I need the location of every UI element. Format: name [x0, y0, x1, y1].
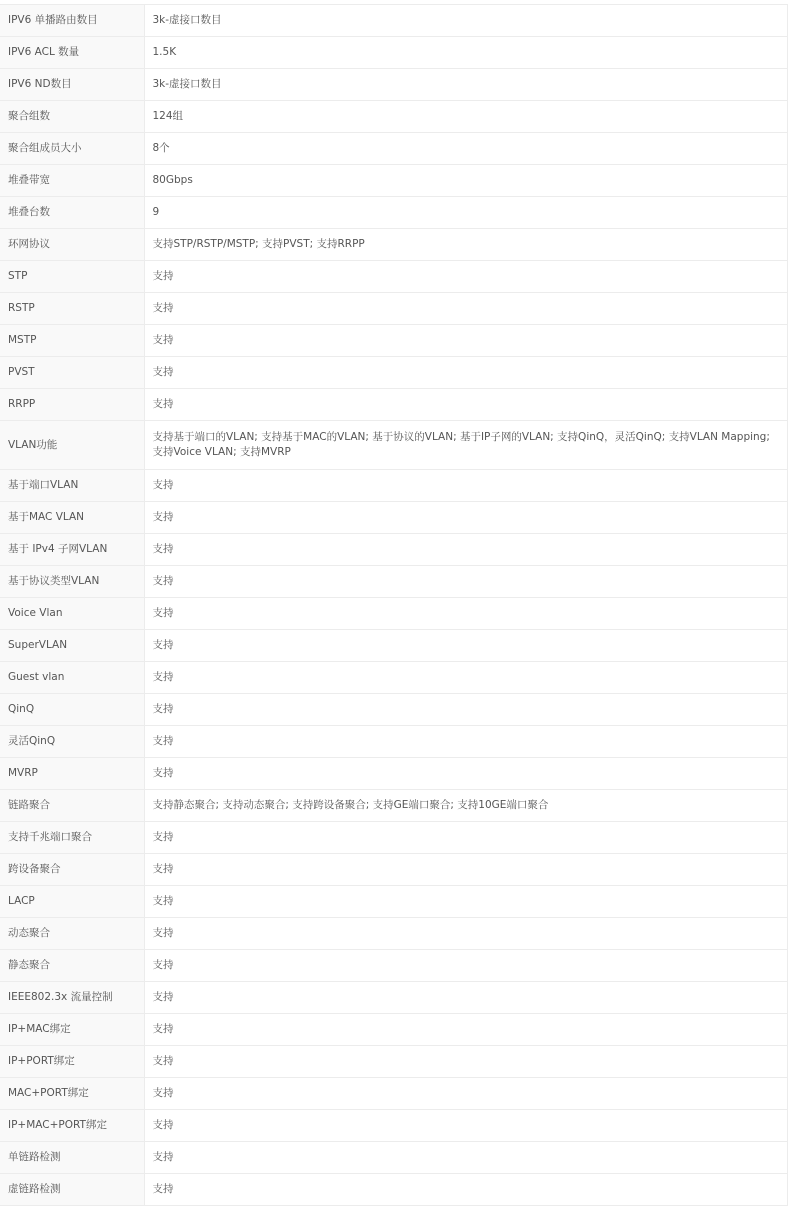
spec-label: QinQ	[0, 694, 144, 726]
spec-label: 灵活QinQ	[0, 726, 144, 758]
table-row	[0, 886, 788, 918]
spec-value: 支持	[144, 822, 788, 854]
spec-label: RRPP	[0, 389, 144, 421]
spec-label: IPV6 ND数目	[0, 69, 144, 101]
spec-value: 支持	[144, 886, 788, 918]
spec-value: 9	[144, 197, 788, 229]
table-row	[0, 261, 788, 293]
spec-value: 支持	[144, 293, 788, 325]
spec-value: 支持	[144, 662, 788, 694]
spec-label: 静态聚合	[0, 950, 144, 982]
table-row	[0, 822, 788, 854]
table-row	[0, 566, 788, 598]
spec-label: MSTP	[0, 325, 144, 357]
spec-label: 基于 IPv4 子网VLAN	[0, 534, 144, 566]
spec-label: 基于MAC VLAN	[0, 502, 144, 534]
spec-value: 支持	[144, 357, 788, 389]
spec-value: 支持	[144, 854, 788, 886]
spec-value: 支持	[144, 502, 788, 534]
table-row	[0, 165, 788, 197]
spec-label: 堆叠台数	[0, 197, 144, 229]
spec-label: 跨设备聚合	[0, 854, 144, 886]
table-row	[0, 502, 788, 534]
table-row	[0, 5, 788, 37]
table-row	[0, 133, 788, 165]
spec-label: MVRP	[0, 758, 144, 790]
spec-label: 链路聚合	[0, 790, 144, 822]
spec-label: IPV6 ACL 数量	[0, 37, 144, 69]
spec-value: 支持	[144, 918, 788, 950]
table-row	[0, 854, 788, 886]
spec-label: 基于协议类型VLAN	[0, 566, 144, 598]
spec-label: VLAN功能	[0, 421, 144, 470]
spec-label: Voice Vlan	[0, 598, 144, 630]
spec-value: 1.5K	[144, 37, 788, 69]
spec-label: IEEE802.3x 流量控制	[0, 982, 144, 1014]
table-row	[0, 1110, 788, 1142]
table-row	[0, 470, 788, 502]
spec-value: 支持	[144, 1046, 788, 1078]
spec-value: 80Gbps	[144, 165, 788, 197]
table-row	[0, 389, 788, 421]
table-row	[0, 37, 788, 69]
table-row	[0, 1142, 788, 1174]
spec-value: 支持	[144, 261, 788, 293]
spec-value: 支持	[144, 758, 788, 790]
table-row	[0, 1046, 788, 1078]
spec-label: PVST	[0, 357, 144, 389]
table-row	[0, 726, 788, 758]
spec-label: 动态聚合	[0, 918, 144, 950]
spec-value: 支持	[144, 566, 788, 598]
spec-label: 堆叠带宽	[0, 165, 144, 197]
spec-value: 支持	[144, 1142, 788, 1174]
table-row	[0, 534, 788, 566]
table-row	[0, 1078, 788, 1110]
table-row	[0, 229, 788, 261]
spec-table-body	[0, 5, 788, 1206]
table-row	[0, 694, 788, 726]
table-row	[0, 982, 788, 1014]
spec-label: RSTP	[0, 293, 144, 325]
spec-value: 支持	[144, 694, 788, 726]
spec-label: 环网协议	[0, 229, 144, 261]
spec-label: 支持千兆端口聚合	[0, 822, 144, 854]
spec-table	[0, 4, 788, 1206]
table-row	[0, 918, 788, 950]
spec-label: STP	[0, 261, 144, 293]
spec-value: 支持静态聚合; 支持动态聚合; 支持跨设备聚合; 支持GE端口聚合; 支持10GE端口聚合	[144, 790, 788, 822]
table-row	[0, 598, 788, 630]
spec-value: 124组	[144, 101, 788, 133]
spec-value: 支持	[144, 1078, 788, 1110]
table-row	[0, 1174, 788, 1206]
table-row	[0, 421, 788, 470]
spec-value: 支持	[144, 534, 788, 566]
table-row	[0, 790, 788, 822]
spec-value: 支持基于端口的VLAN; 支持基于MAC的VLAN; 基于协议的VLAN; 基于IP子网的VLAN; 支持QinQ，灵活QinQ; 支持VLAN Mapping; 支持Voice VLAN; 支持MVRP	[144, 421, 788, 470]
spec-label: 基于端口VLAN	[0, 470, 144, 502]
spec-label: MAC+PORT绑定	[0, 1078, 144, 1110]
spec-label: 单链路检测	[0, 1142, 144, 1174]
table-row	[0, 630, 788, 662]
table-row	[0, 293, 788, 325]
spec-value: 8个	[144, 133, 788, 165]
spec-value: 支持	[144, 470, 788, 502]
spec-label: 聚合组数	[0, 101, 144, 133]
spec-value: 支持STP/RSTP/MSTP; 支持PVST; 支持RRPP	[144, 229, 788, 261]
spec-value: 3k-虚接口数目	[144, 5, 788, 37]
spec-label: 虚链路检测	[0, 1174, 144, 1206]
spec-value: 支持	[144, 726, 788, 758]
spec-value: 支持	[144, 1110, 788, 1142]
spec-label: IP+PORT绑定	[0, 1046, 144, 1078]
table-row	[0, 101, 788, 133]
spec-label: SuperVLAN	[0, 630, 144, 662]
table-row	[0, 357, 788, 389]
table-row	[0, 662, 788, 694]
spec-label: IPV6 单播路由数目	[0, 5, 144, 37]
spec-label: Guest vlan	[0, 662, 144, 694]
spec-value: 支持	[144, 630, 788, 662]
spec-value: 支持	[144, 950, 788, 982]
spec-label: 聚合组成员大小	[0, 133, 144, 165]
spec-value: 支持	[144, 1174, 788, 1206]
table-row	[0, 1014, 788, 1046]
spec-value: 支持	[144, 982, 788, 1014]
spec-label: IP+MAC+PORT绑定	[0, 1110, 144, 1142]
spec-value: 支持	[144, 1014, 788, 1046]
table-row	[0, 325, 788, 357]
table-row	[0, 758, 788, 790]
spec-value: 支持	[144, 598, 788, 630]
spec-value: 3k-虚接口数目	[144, 69, 788, 101]
spec-label: IP+MAC绑定	[0, 1014, 144, 1046]
spec-value: 支持	[144, 389, 788, 421]
table-row	[0, 69, 788, 101]
table-row	[0, 197, 788, 229]
spec-value: 支持	[144, 325, 788, 357]
spec-label: LACP	[0, 886, 144, 918]
table-row	[0, 950, 788, 982]
